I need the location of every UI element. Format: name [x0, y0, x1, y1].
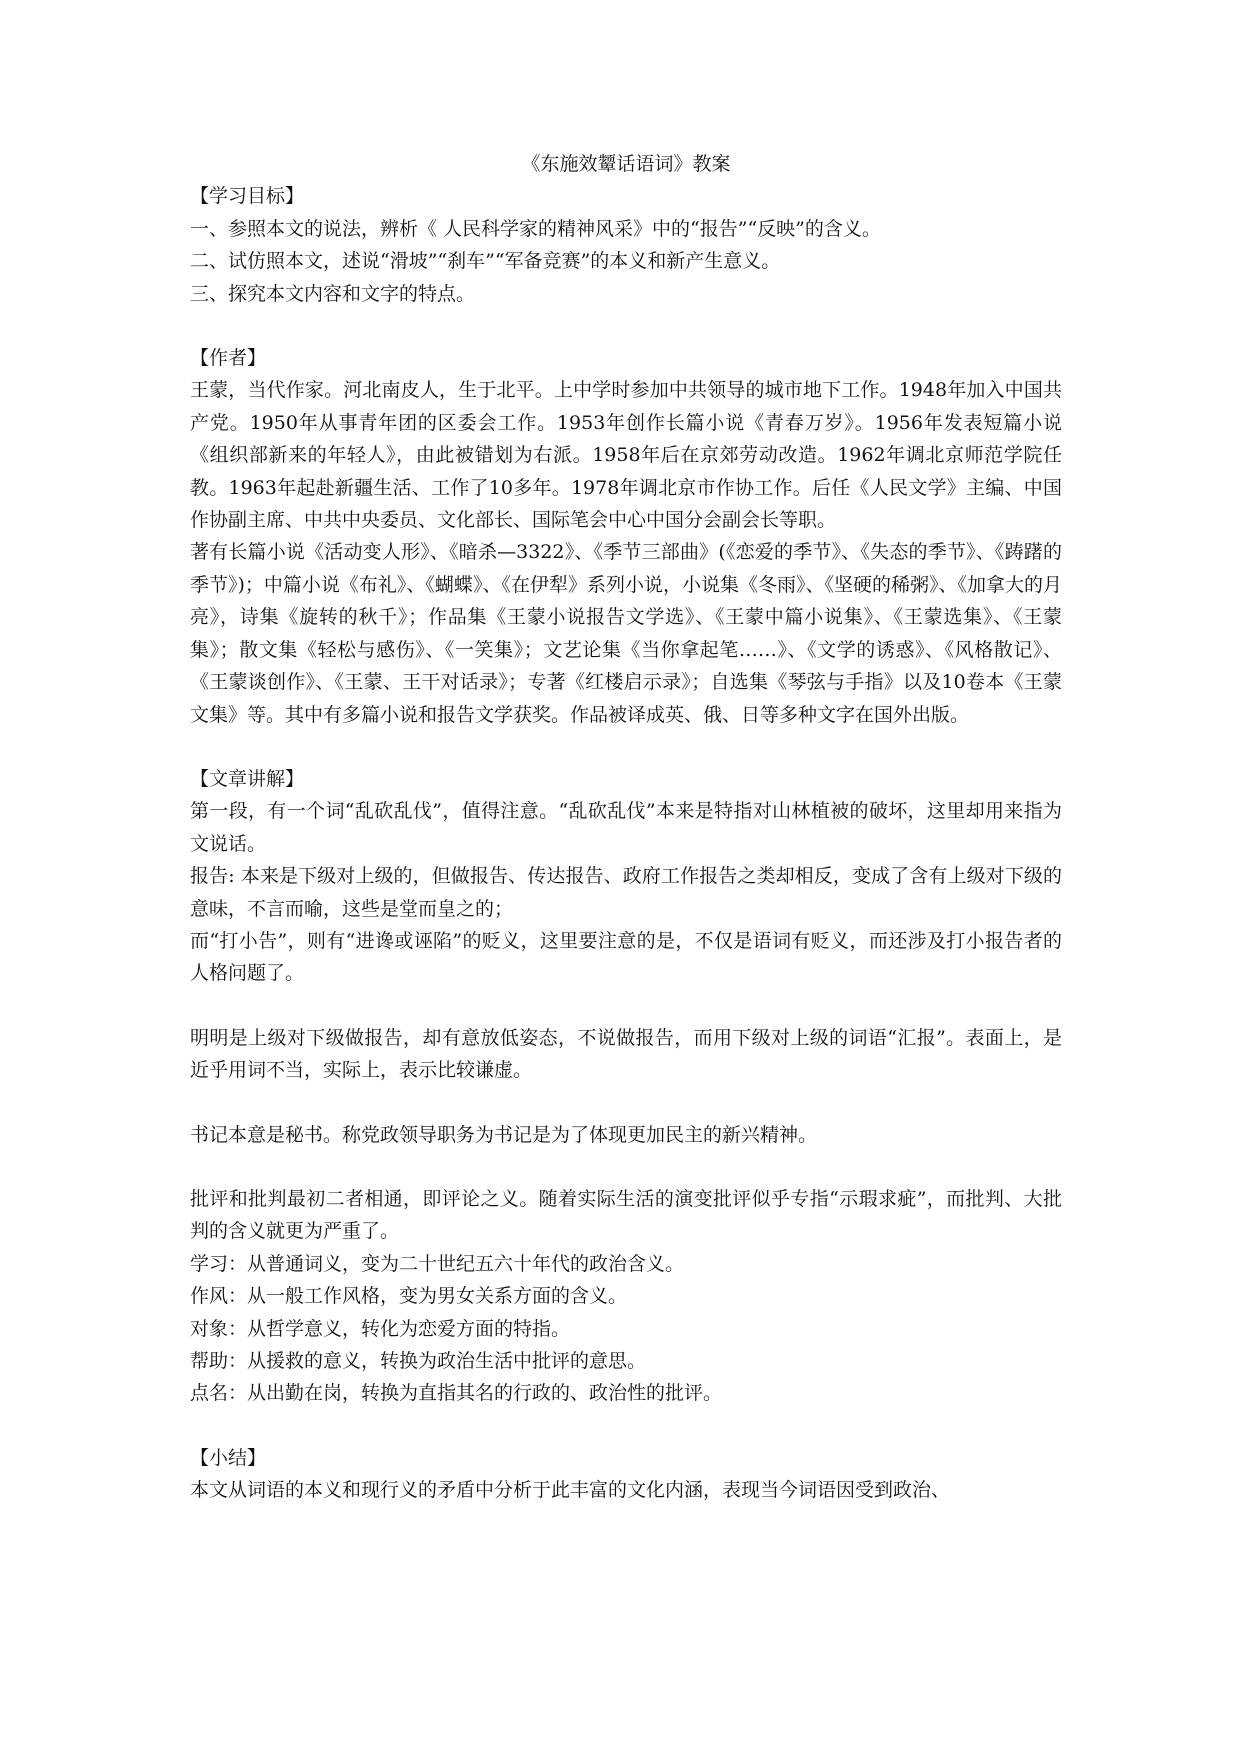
section-heading-summary: 【小结】	[190, 1446, 267, 1469]
author-bio-paragraph: 王蒙，当代作家。河北南皮人，生于北平。上中学时参加中共领导的城市地下工作。1948年加入中国共产党。1950年从事青年团的区委会工作。1953年创作长篇小说《青春万岁》。1956年发表短篇小说《组织部新来的年轻人》，由此被错划为右派。1958年后在京郊劳动改造。1962年调北京师范学院任教。1963年起赴新疆生活、工作了10多年。1978年调北京市作协工作。后任《人民文学》主编、中国作协副主席、中共中央委员、文化部长、国际笔会中心中国分会副会长等职。	[190, 379, 1062, 532]
document-title: 《东施效颦话语词》教案	[521, 153, 731, 175]
explanation-paragraph: 报告: 本来是下级对上级的，但做报告、传达报告、政府工作报告之类却相反，变成了含有上级对下级的意味，不言而喻，这些是堂而皇之的；	[190, 865, 1062, 920]
section-heading-author: 【作者】	[190, 347, 267, 370]
objective-item: 二、试仿照本文，述说“滑坡”“刹车”“军备竞赛”的本义和新产生意义。	[190, 250, 781, 273]
summary-paragraph: 本文从词语的本义和现行义的矛盾中分析于此丰富的文化内涵，表现当今词语因受到政治、	[190, 1479, 951, 1502]
author-works-paragraph: 著有长篇小说《活动变人形》、《暗杀—3322》、《季节三部曲》(《恋爱的季节》、《失态的季节》、《踌躇的季节》)；中篇小说《布礼》、《蝴蝶》、《在伊犁》系列小说，小说集《冬雨》、《坚硬的稀粥》、《加拿大的月亮》，诗集《旋转的秋千》；作品集《王蒙小说报告文学选》、《王蒙中篇小说集》、《王蒙选集》、《王蒙集》；散文集《轻松与感伤》、《一笑集》；文艺论集《当你拿起笔……》、《文学的诱惑》、《风格散记》、《王蒙谈创作》、《王蒙、王干对话录》；专著《红楼启示录》；自选集《琴弦与手指》以及10卷本《王蒙文集》等。其中有多篇小说和报告文学获奖。作品被译成英、俄、日等多种文字在国外出版。	[190, 541, 1062, 726]
document-body	[190, 148, 1062, 1507]
spacer	[190, 310, 1062, 342]
word-meaning-item: 对象：从哲学意义，转化为恋爱方面的特指。	[190, 1317, 571, 1340]
word-meaning-item: 点名：从出勤在岗，转换为直指其名的行政的、政治性的批评。	[190, 1382, 723, 1405]
spacer	[190, 990, 1062, 1022]
section-heading-explanation: 【文章讲解】	[190, 767, 305, 790]
explanation-paragraph: 书记本意是秘书。称党政领导职务为书记是为了体现更加民主的新兴精神。	[190, 1123, 818, 1146]
word-meaning-item: 作风：从一般工作风格，变为男女关系方面的含义。	[190, 1285, 628, 1308]
section-heading-objectives: 【学习目标】	[190, 185, 305, 208]
explanation-paragraph: 而“打小告”，则有“进谗或诬陷”的贬义，这里要注意的是，不仅是语词有贬义，而还涉及打小报告者的人格问题了。	[190, 929, 1062, 985]
explanation-paragraph: 批评和批判最初二者相通，即评论之义。随着实际生活的演变批评似乎专指“示瑕求疵”，而批判、大批判的含义就更为严重了。	[190, 1187, 1062, 1243]
word-meaning-item: 帮助：从援救的意义，转换为政治生活中批评的意思。	[190, 1350, 647, 1372]
spacer	[190, 1410, 1062, 1442]
spacer	[190, 731, 1062, 763]
explanation-paragraph: 明明是上级对下级做报告，却有意放低姿态，不说做报告，而用下级对上级的词语“汇报”。表面上，是近乎用词不当，实际上，表示比较谦虚。	[190, 1026, 1062, 1082]
spacer	[190, 1151, 1062, 1183]
word-meaning-item: 学习：从普通词义，变为二十世纪五六十年代的政治含义。	[190, 1252, 685, 1275]
objective-item: 一、参照本文的说法，辨析《 人民科学家的精神风采》中的“报告”“反映”的含义。	[190, 217, 881, 240]
explanation-paragraph: 第一段，有一个词“乱砍乱伐”，值得注意。“乱砍乱伐”本来是特指对山林植被的破坏，这里却用来指为文说话。	[190, 800, 1062, 855]
spacer	[190, 1087, 1062, 1119]
objective-item: 三、探究本文内容和文字的特点。	[190, 282, 476, 305]
